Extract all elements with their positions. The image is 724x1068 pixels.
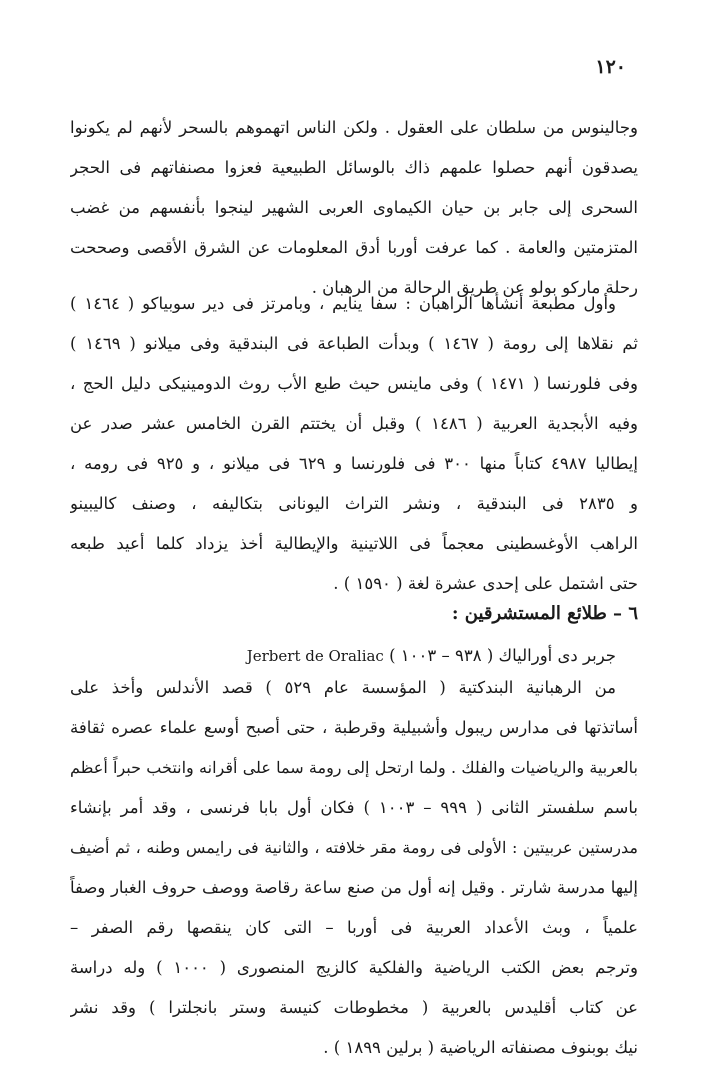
text-line: وجالينوس من سلطان على العقول . ولكن الناس اتهموهم بالسحر لأنهم لم يكونوا: [70, 118, 638, 137]
text-line: وفيه الأبجدية العربية ( ١٤٨٦ ) وقبل أن يختتم القرن الخامس عشر صدر عن: [70, 414, 638, 433]
text-line: عن كتاب أقليدس بالعربية ( مخطوطات كنيسة وستر بانجلترا ) وقد نشر: [70, 998, 638, 1017]
text-line: من الرهبانية البندكتية ( المؤسسة عام ٥٢٩ ) قصد الأندلس وأخذ على: [70, 678, 616, 697]
text-line: وفى فلورنسا ( ١٤٧١ ) وفى ماينس حيث طبع الأب روث الدومينيكى دليل الحج ،: [70, 374, 638, 393]
text-line: حتى اشتمل على إحدى عشرة لغة ( ١٥٩٠ ) .: [333, 574, 638, 593]
text-line: إيطاليا ٤٩٨٧ كتاباً منها ٣٠٠ فى فلورنسا و ٦٢٩ فى ميلانو ، و ٩٢٥ فى رومه ،: [70, 454, 638, 473]
paragraph-3: [70, 668, 638, 1068]
text-line: باسم سلفستر الثانى ( ٩٩٩ – ١٠٠٣ ) فكان أول بابا فرنسى ، وقد أمر بإنشاء: [70, 798, 638, 817]
text-line: وترجم بعض الكتب الرياضية والفلكية كالزيج المنصورى ( ١٠٠٠ ) وله دراسة: [70, 958, 638, 977]
text-line: المتزمتين والعامة . كما عرفت أوربا أدق المعلومات عن الشرق الأقصى وصححت: [70, 238, 638, 257]
section-heading: ٦ – طلائع المستشرقين :: [451, 603, 638, 624]
entry-title-arabic: جربر دى أورالياك ( ٩٣٨ – ١٠٠٣ ): [389, 646, 616, 665]
section-heading-block: [70, 594, 638, 634]
text-line: يصدقون أنهم حصلوا علمهم ذاك بالوسائل الطبيعية فعزوا مصنفاتهم فى الحجر: [70, 158, 638, 177]
text-line: أساتذتها فى مدارس ريبول وأشبيلية وقرطبة ، حتى أصبح أوسع علماء عصره ثقافة: [70, 718, 638, 737]
text-line: السحرى إلى جابر بن حيان الكيماوى العربى الشهير لينجوا بأنفسهم من غضب: [70, 198, 638, 217]
text-line: الراهب الأوغسطينى معجماً فى اللاتينية والإيطالية أخذ يزداد كلما أعيد طبعه: [70, 534, 638, 553]
text-line: ثم نقلاها إلى رومة ( ١٤٦٧ ) وبدأت الطباعة فى البندقية وفى ميلانو ( ١٤٦٩ ): [70, 334, 638, 353]
text-line: مدرستين عربيتين : الأولى فى رومة مقر خلافته ، والثانية فى رايمس وطنه ، ثم أضيف: [70, 838, 638, 857]
paragraph-1: [70, 108, 638, 308]
text-line: نيك بوبنوف مصنفاته الرياضية ( برلين ١٨٩٩ ) .: [323, 1038, 638, 1057]
text-line: وأول مطبعة أنشأها الراهبان : سفا ينايم ، وبامرتز فى دير سوبياكو ( ١٤٦٤ ): [70, 294, 617, 313]
page-number: ١٢٠: [595, 56, 626, 78]
text-line: إليها مدرسة شارتر . وقيل إنه أول من صنع ساعة رقاصة ووصف حروف الغبار وصفاً: [70, 878, 638, 897]
entry-title-latin: Jerbert de Oraliac: [246, 647, 384, 665]
text-line: رحلة ماركو بولو عن طريق الرحالة من الرهبان .: [311, 278, 638, 297]
text-line: علمياً ، وبث الأعداد العربية فى أوربا – التى كان ينقصها رقم الصفر –: [70, 918, 638, 937]
text-line: بالعربية والرياضيات والفلك . ولما ارتحل إلى رومة سما على أقرانه وانتخب حبراً أعظم: [70, 758, 638, 777]
paragraph-2: [70, 284, 638, 604]
text-line: و ٢٨٣٥ فى البندقية ، ونشر التراث اليونانى بتكاليفه ، وصنف كاليبينو: [70, 494, 638, 513]
